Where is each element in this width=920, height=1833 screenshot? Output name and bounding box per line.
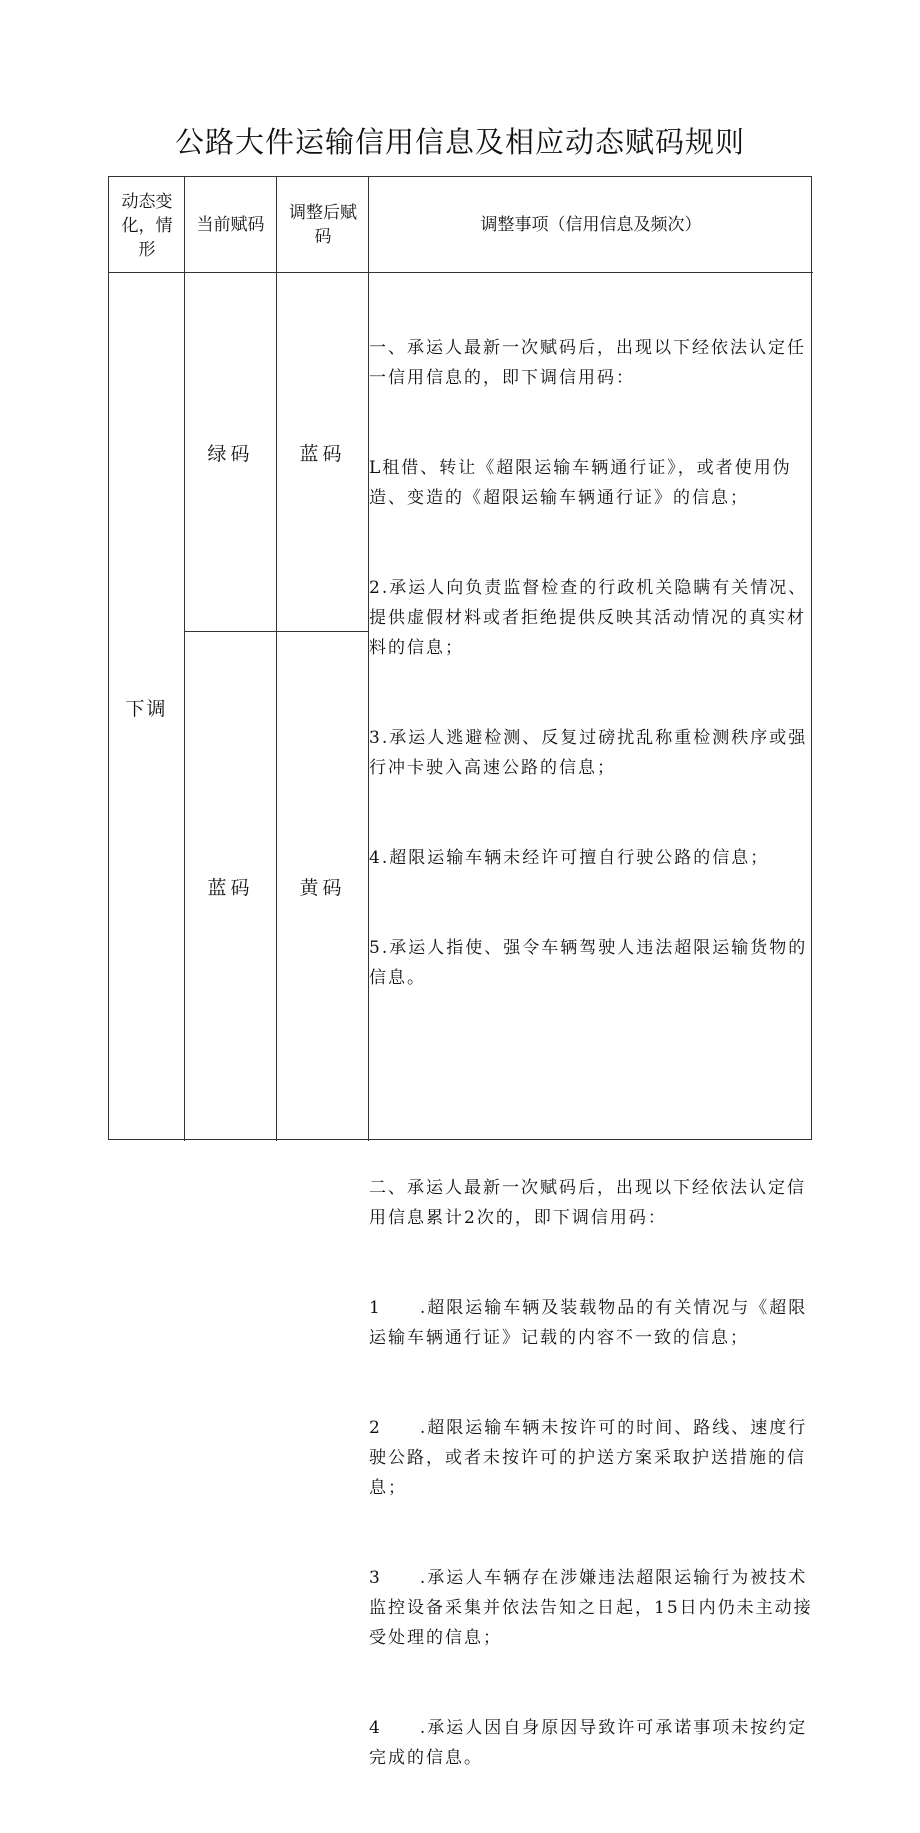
current-code-green: 绿码 — [207, 442, 254, 465]
document-title: 公路大件运输信用信息及相应动态赋码规则 — [174, 125, 745, 159]
section1-intro: 一、承运人最新一次赋码后，出现以下经依法认定任一信用信息的，即下调信用码： — [369, 338, 806, 388]
adjustment-content — [369, 273, 813, 1833]
section1-item: 2.承运人向负责监督检查的行政机关隐瞒有关情况、提供虚假材料或者拒绝提供反映其活动情况的真实材料的信息； — [369, 578, 808, 658]
adjusted-code-blue: 蓝码 — [299, 442, 346, 465]
section2-item: 1 .超限运输车辆及装载物品的有关情况与《超限运输车辆通行证》记载的内容不一致的信息； — [369, 1298, 808, 1348]
section1-item: L租借、转让《超限运输车辆通行证》，或者使用伪造、变造的《超限运输车辆通行证》的信息； — [369, 458, 792, 508]
section2-intro: 二、承运人最新一次赋码后，出现以下经依法认定信用信息累计2次的，即下调信用码： — [369, 1178, 806, 1228]
section1-item: 4.超限运输车辆未经许可擅自行驶公路的信息； — [369, 848, 770, 868]
section2-item: 4 .承运人因自身原因导致许可承诺事项未按约定完成的信息。 — [369, 1718, 808, 1768]
header-adjustment-items: 调整事项（信用信息及频次） — [480, 214, 702, 235]
section2-item: 2 .超限运输车辆未按许可的时间、路线、速度行驶公路，或者未按许可的护送方案采取护送措施的信息； — [369, 1418, 808, 1498]
header-adjusted-code: 调整后赋码 — [289, 202, 357, 247]
rules-table — [108, 176, 813, 1768]
adjusted-code-yellow: 黄码 — [299, 877, 346, 899]
section1-item: 3.承运人逃避检测、反复过磅扰乱称重检测秩序或强行冲卡驶入高速公路的信息； — [369, 728, 808, 778]
situation-downgrade: 下调 — [125, 697, 168, 720]
section1-item: 5.承运人指使、强令车辆驾驶人违法超限运输货物的信息。 — [369, 938, 808, 988]
header-situation: 动态变化，情形 — [121, 192, 173, 260]
current-code-blue: 蓝码 — [207, 877, 254, 899]
section2-item: 3 .承运人车辆存在涉嫌违法超限运输行为被技术监控设备采集并依法告知之日起，15日内仍未主动接受处理的信息； — [369, 1568, 813, 1648]
header-current-code: 当前赋码 — [196, 214, 265, 235]
